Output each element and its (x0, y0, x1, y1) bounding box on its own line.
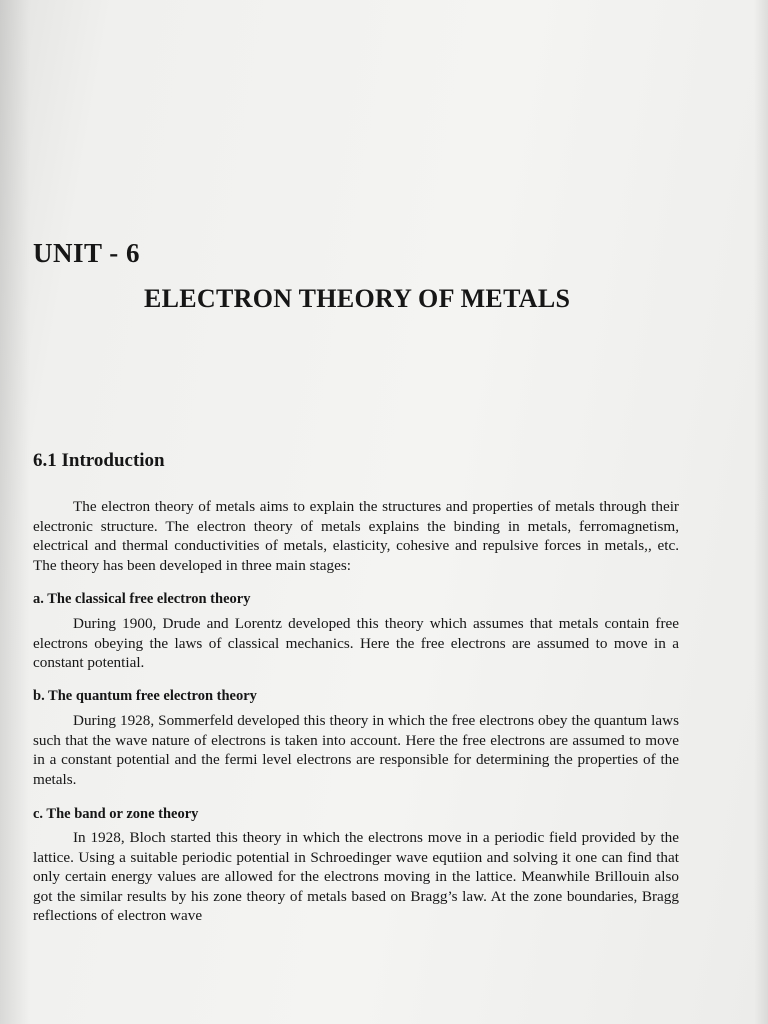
stage-a-heading: a. The classical free electron theory (33, 591, 251, 607)
intro-paragraph (33, 497, 679, 575)
unit-heading: UNIT - 6 (33, 238, 141, 268)
stage-c-heading: c. The band or zone theory (33, 806, 199, 822)
intro-paragraph-text: The electron theory of metals aims to explain the structures and properties of metals through their electronic structure. The electron theory of metals explains the binding in metals, ferromagnetism, electrical and thermal conductivities of metals, elasticity, cohesive and repulsive forces in metals,, etc. The theory has been developed in three main stages: (33, 498, 679, 574)
stage-b-paragraph (33, 711, 679, 789)
stage-b-heading: b. The quantum free electron theory (33, 688, 257, 704)
stage-c-paragraph (33, 828, 679, 926)
page-gutter-shadow (0, 0, 30, 1024)
stage-a-paragraph (33, 614, 679, 673)
section-heading: 6.1 Introduction (33, 450, 165, 471)
stage-b-text: During 1928, Sommerfeld developed this theory in which the free electrons obey the quantum laws such that the wave nature of electrons is taken into account. Here the free electrons are assumed to move in a constant potential and the fermi level electrons are responsible for determining the properties of the metals. (33, 712, 679, 788)
stage-c-text: In 1928, Bloch started this theory in which the electrons move in a periodic field provided by the lattice. Using a suitable periodic potential in Schroedinger wave equtiion and solving it one can find that only certain energy values are allowed for the electrons moving in the lattice. Meanwhile Brillouin also got the similar results by his zone theory of metals based on Bragg’s law. At the zone boundaries, Bragg reflections of electron wave (33, 829, 679, 924)
stage-a-text: During 1900, Drude and Lorentz developed this theory which assumes that metals contain free electrons obeying the laws of classical mechanics. Here the free electrons are assumed to move in a constant potential. (33, 615, 679, 671)
page-edge-shadow (754, 0, 768, 1024)
chapter-title: ELECTRON THEORY OF METALS (144, 284, 571, 313)
